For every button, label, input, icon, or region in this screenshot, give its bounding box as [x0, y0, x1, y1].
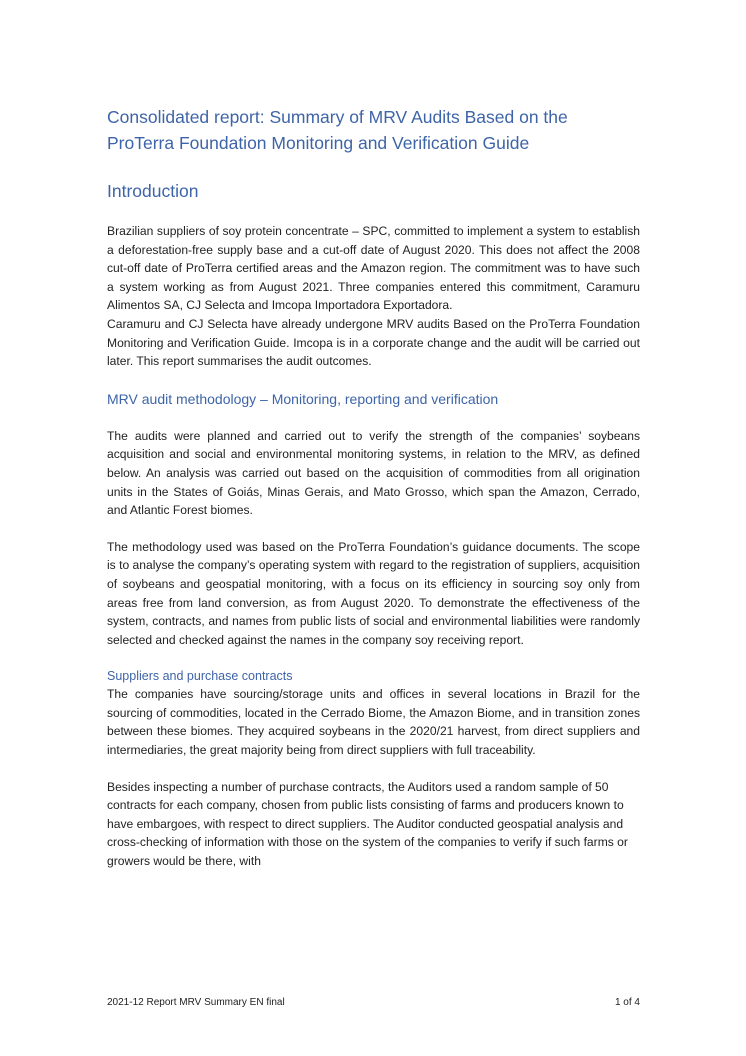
footer-page-number: 1 of 4	[614, 997, 640, 1008]
page-footer	[107, 996, 640, 1010]
introduction-paragraph-1: Brazilian suppliers of soy protein concentrate – SPC, committed to implement a system to establish a deforestation-free supply base and a cut-off date of August 2020. This does not affect the 2008 cut-off date of ProTerra certified areas and the Amazon region. The commitment was to have such a system working as from August 2021. Three companies entered this commitment, Caramuru Alimentos SA, CJ Selecta and Imcopa Importadora Exportadora.	[107, 224, 640, 313]
document-body	[107, 104, 640, 871]
suppliers-paragraph-1: The companies have sourcing/storage units and offices in several locations in Brazil for the sourcing of commodities, located in the Cerrado Biome, the Amazon Biome, and in transition zones between these biomes. They acquired soybeans in the 2020/21 harvest, from direct suppliers and intermediaries, the great majority being from direct suppliers with full traceability.	[107, 687, 640, 758]
suppliers-heading: Suppliers and purchase contracts	[107, 669, 293, 684]
introduction-heading: Introduction	[107, 181, 199, 201]
suppliers-paragraph-2: Besides inspecting a number of purchase contracts, the Auditors used a random sample of 50 contracts for each company, chosen from public lists consisting of farms and producers known to have embargoes, with respect to direct suppliers. The Auditor conducted geospatial analysis and cross-checking of information with those on the system of the companies to verify if such farms or growers would be there, with	[107, 779, 628, 869]
introduction-paragraph-2: Caramuru and CJ Selecta have already undergone MRV audits Based on the ProTerra Foundation Monitoring and Verification Guide. Imcopa is in a corporate change and the audit will be carried out later. This report summarises the audit outcomes.	[107, 316, 640, 369]
document-title-line-1: Consolidated report: Summary of MRV Audits Based on the	[107, 107, 568, 127]
document-title-line-2: ProTerra Foundation Monitoring and Verification Guide	[107, 133, 530, 153]
methodology-heading: MRV audit methodology – Monitoring, reporting and verification	[107, 390, 499, 407]
footer-document-name: 2021-12 Report MRV Summary EN final	[107, 997, 285, 1008]
document-title	[107, 104, 640, 156]
methodology-paragraph-2: The methodology used was based on the ProTerra Foundation’s guidance documents. The scope is to analyse the company’s operating system with regard to the registration of suppliers, acquisition of soybeans and geospatial monitoring, with a focus on its efficiency in sourcing soy only from areas free from land conversion, as from August 2020. To demonstrate the effectiveness of the system, contracts, and names from public lists of social and environmental liabilities were randomly selected and checked against the names in the company soy receiving report.	[107, 539, 640, 647]
methodology-paragraph-1: The audits were planned and carried out to verify the strength of the companies’ soybeans acquisition and social and environmental monitoring systems, in relation to the MRV, as defined below. An analysis was carried out based on the acquisition of commodities from all origination units in the States of Goiás, Minas Gerais, and Mato Grosso, which span the Amazon, Cerrado, and Atlantic Forest biomes.	[107, 428, 640, 518]
